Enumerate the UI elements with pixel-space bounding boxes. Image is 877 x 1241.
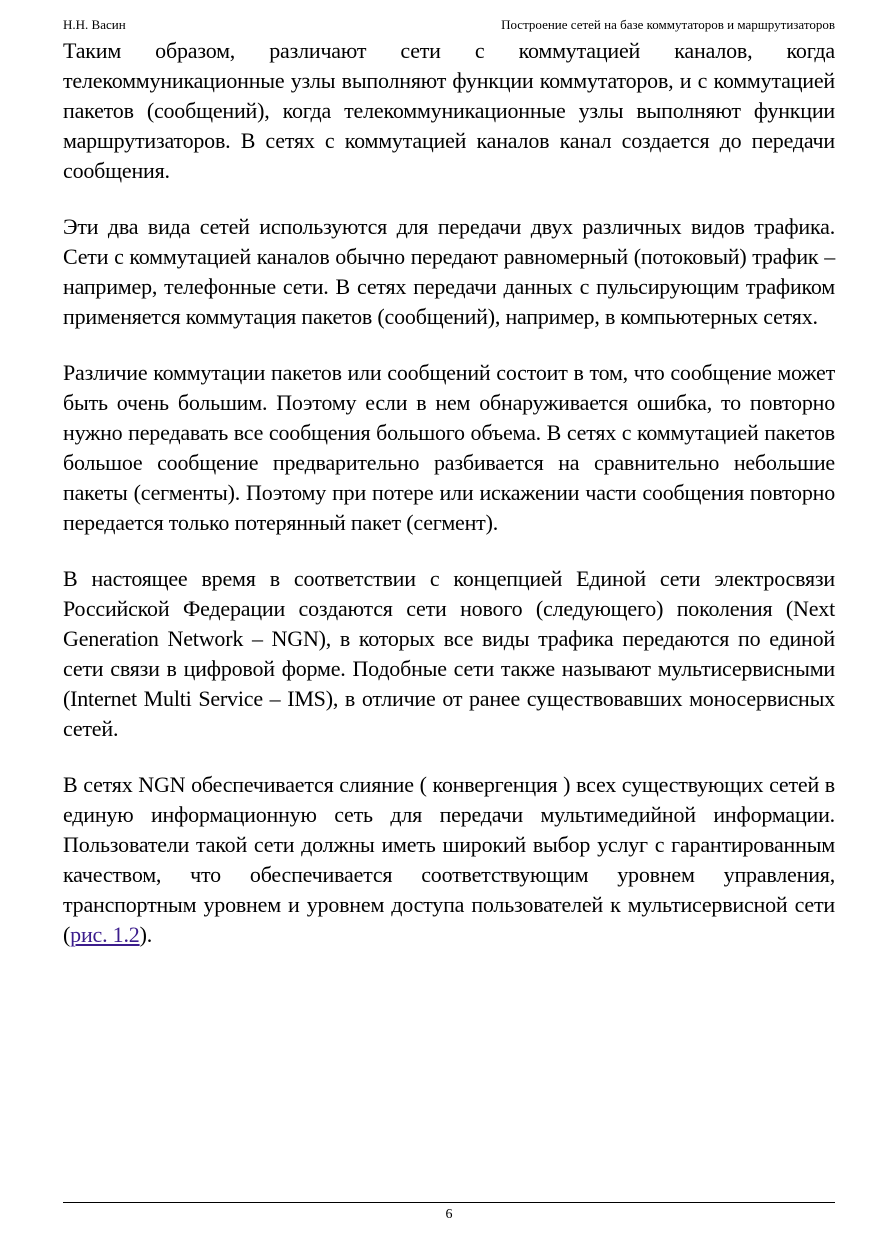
paragraph-2: Эти два вида сетей используются для передачи двух различных видов трафика. Сети с коммутацией каналов обычно передают равномерный (потоковый) трафик – например, телефонные сети. В сетях передачи данных с пульсирующим трафиком применяется коммутация пакетов (сообщений), например, в компьютерных сетях. <box>63 214 835 329</box>
footer-divider <box>63 1202 835 1203</box>
document-body <box>63 36 835 976</box>
paragraph-5 <box>63 770 835 950</box>
paragraph-5-text-before: В сетях NGN обеспечивается слияние ( конвергенция ) всех существующих сетей в единую информационную сеть для передачи мультимедийной информации. Пользователи такой сети должны иметь широкий выбор услуг с гарантированным качеством, что обеспечивается соответствующим уровнем управления, транспортным уровнем и уровнем доступа пользователей к мультисервисной сети ( <box>63 772 835 947</box>
paragraph-1: Таким образом, различают сети с коммутацией каналов, когда телекоммуникационные узлы выполняют функции коммутаторов, и с коммутацией пакетов (сообщений), когда телекоммуникационные узлы выполняют функции маршрутизаторов. В сетях с коммутацией каналов канал создается до передачи сообщения. <box>63 38 835 183</box>
paragraph-3: Различие коммутации пакетов или сообщений состоит в том, что сообщение может быть очень большим. Поэтому если в нем обнаруживается ошибка, то повторно нужно передавать все сообщения большого объема. В сетях с коммутацией пакетов большое сообщение предварительно разбивается на сравнительно небольшие пакеты (сегменты). Поэтому при потере или искажении части сообщения повторно передается только потерянный пакет (сегмент). <box>63 360 835 535</box>
page-header <box>63 15 835 35</box>
header-title: Построение сетей на базе коммутаторов и маршрутизаторов <box>501 17 835 32</box>
header-author: Н.Н. Васин <box>63 17 126 32</box>
page-number: 6 <box>445 1207 453 1222</box>
figure-reference-link[interactable]: рис. 1.2 <box>70 922 140 947</box>
paragraph-4: В настоящее время в соответствии с концепцией Единой сети электросвязи Российской Федерации создаются сети нового (следующего) поколения (Next Generation Network – NGN), в которых все виды трафика передаются по единой сети связи в цифровой форме. Подобные сети также называют мультисервисными (Internet Multi Service – IMS), в отличие от ранее существовавших моносервисных сетей. <box>63 566 835 741</box>
paragraph-5-text-after: ). <box>139 922 153 947</box>
